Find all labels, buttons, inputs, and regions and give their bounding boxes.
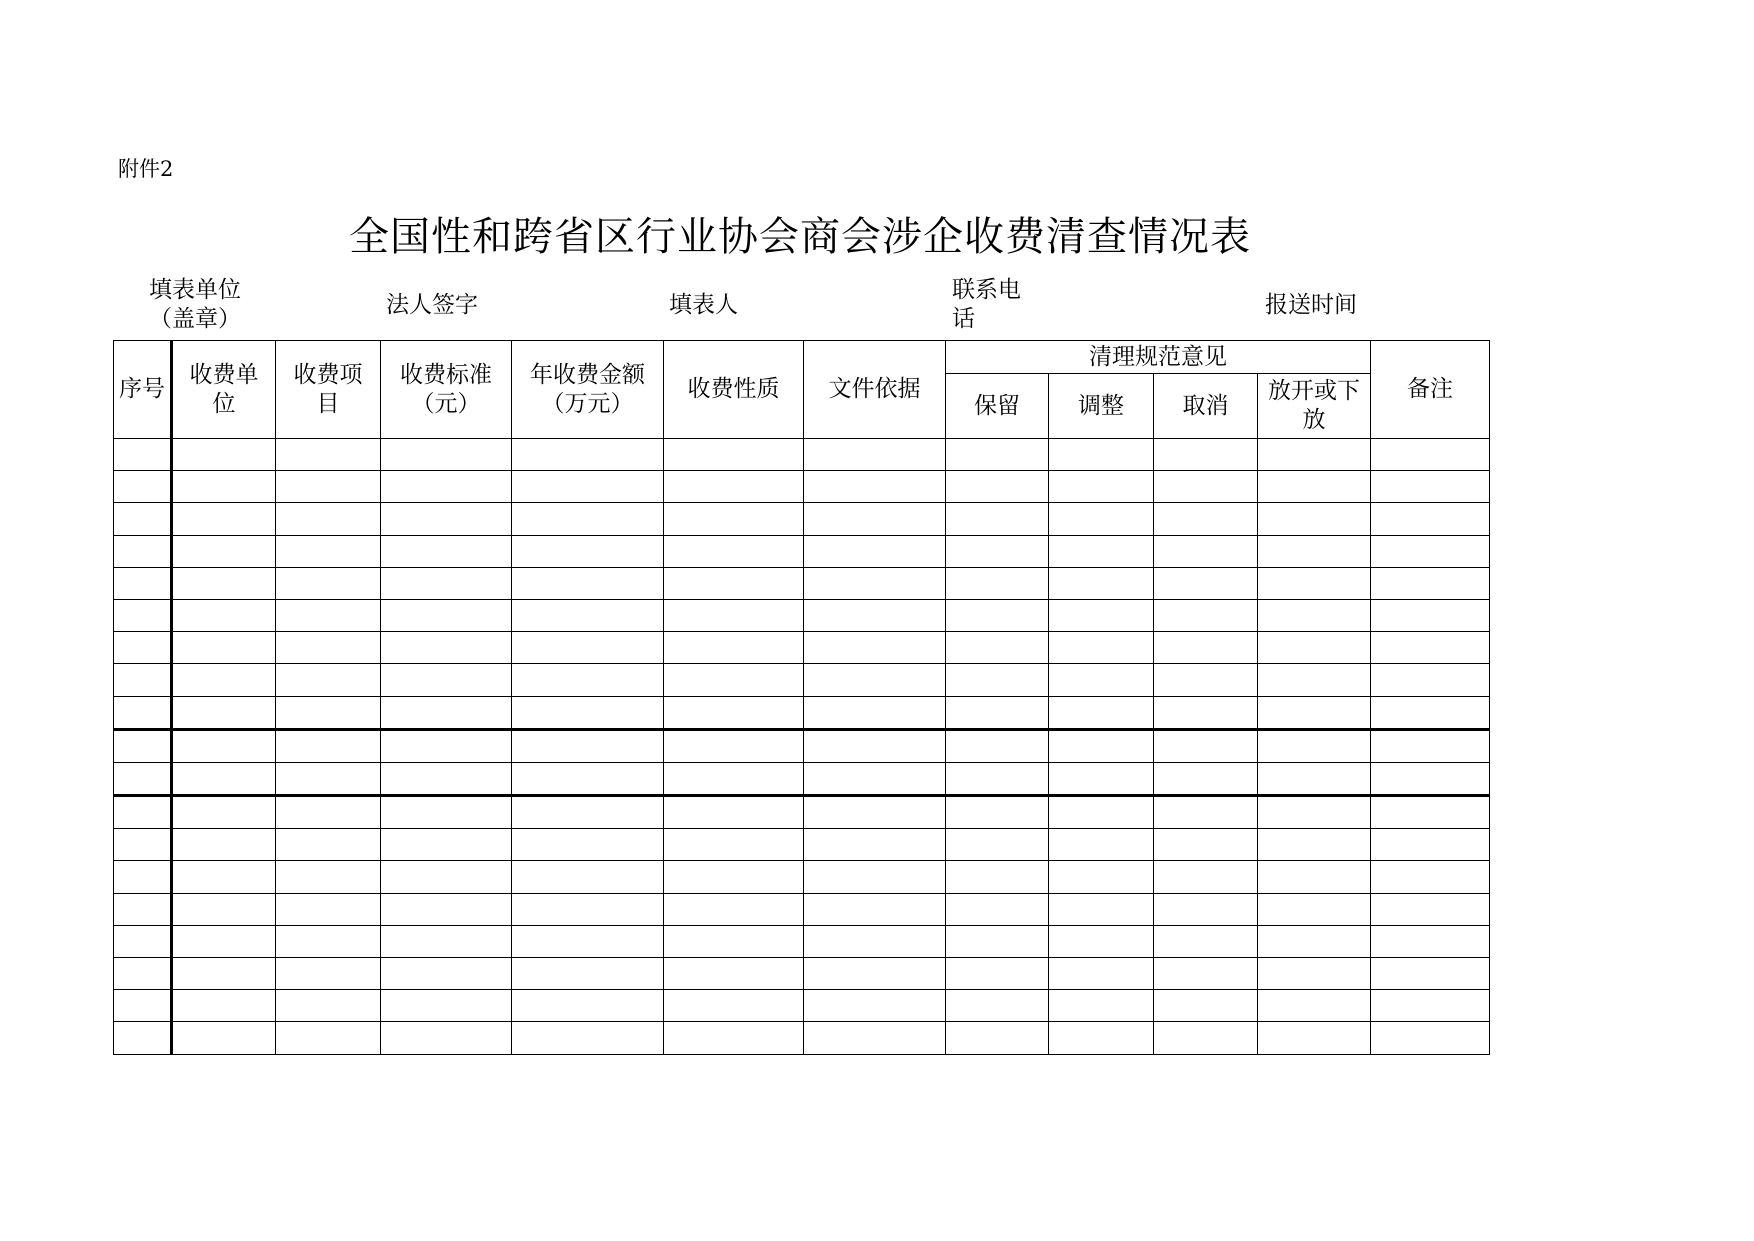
table-cell (172, 861, 276, 893)
table-cell (1371, 729, 1490, 762)
table-cell (1371, 762, 1490, 795)
table-cell (1049, 471, 1154, 503)
meta-submit-time: 报送时间 (1265, 292, 1357, 318)
col-header-fee-unit-line1: 收费单 (189, 361, 259, 388)
table-body (114, 439, 1490, 1055)
table-cell (946, 471, 1049, 503)
table-cell (1371, 439, 1490, 471)
col-header-fee-unit (172, 341, 276, 439)
table-cell (1371, 1022, 1490, 1054)
table-cell (1049, 925, 1154, 957)
table-cell (664, 829, 804, 861)
table-cell (1049, 632, 1154, 664)
table-cell (1371, 990, 1490, 1022)
table-cell (512, 861, 664, 893)
table-cell (664, 729, 804, 762)
table-row (114, 567, 1490, 599)
meta-filling-unit-line1: 填表单位 (149, 277, 241, 303)
col-header-opinion-group: 清理规范意见 (946, 341, 1371, 374)
table-cell (512, 796, 664, 829)
table-cell (1154, 925, 1258, 957)
table-cell (1258, 664, 1371, 696)
table-cell (276, 729, 381, 762)
table-cell (1049, 535, 1154, 567)
table-cell (1258, 729, 1371, 762)
table-cell (276, 958, 381, 990)
table-cell (381, 567, 512, 599)
table-cell (276, 796, 381, 829)
table-cell (1049, 729, 1154, 762)
table-cell (1258, 762, 1371, 795)
table-cell (804, 535, 946, 567)
table-cell (1154, 599, 1258, 631)
table-cell (114, 471, 172, 503)
table-cell (1258, 439, 1371, 471)
table-cell (664, 958, 804, 990)
table-cell (114, 829, 172, 861)
table-cell (1371, 599, 1490, 631)
table-cell (804, 471, 946, 503)
table-cell (804, 567, 946, 599)
table-row (114, 762, 1490, 795)
meta-filling-unit-line2: （盖章） (149, 306, 241, 332)
table-cell (381, 696, 512, 729)
table-row (114, 439, 1490, 471)
table-row (114, 925, 1490, 957)
table-cell (664, 664, 804, 696)
table-cell (1154, 471, 1258, 503)
table-cell (1258, 829, 1371, 861)
table-cell (804, 829, 946, 861)
table-cell (946, 762, 1049, 795)
table-cell (1154, 439, 1258, 471)
col-header-fee-item (276, 341, 381, 439)
col-header-annual-amount (512, 341, 664, 439)
table-cell (276, 925, 381, 957)
table-cell (1371, 893, 1490, 925)
table-cell (114, 925, 172, 957)
table-cell (946, 1022, 1049, 1054)
table-cell (664, 1022, 804, 1054)
table-cell (172, 990, 276, 1022)
table-cell (381, 893, 512, 925)
table-cell (114, 535, 172, 567)
table-cell (276, 439, 381, 471)
table-cell (946, 664, 1049, 696)
table-cell (172, 829, 276, 861)
table-cell (276, 664, 381, 696)
table-cell (381, 664, 512, 696)
table-cell (172, 729, 276, 762)
table-cell (664, 632, 804, 664)
table-cell (276, 535, 381, 567)
table-cell (172, 1022, 276, 1054)
table-row (114, 796, 1490, 829)
table-cell (1154, 696, 1258, 729)
col-header-remarks: 备注 (1371, 341, 1490, 439)
table-row (114, 990, 1490, 1022)
col-header-fee-standard-line1: 收费标准 (400, 361, 492, 388)
table-cell (946, 439, 1049, 471)
meta-phone (952, 276, 1032, 334)
table-cell (172, 893, 276, 925)
table-cell (946, 796, 1049, 829)
table-cell (114, 1022, 172, 1054)
table-cell (1258, 696, 1371, 729)
table-cell (1154, 829, 1258, 861)
table-cell (946, 925, 1049, 957)
table-cell (1258, 471, 1371, 503)
table-cell (1049, 599, 1154, 631)
table-cell (664, 535, 804, 567)
table-cell (381, 1022, 512, 1054)
table-cell (276, 829, 381, 861)
table-cell (276, 762, 381, 795)
table-cell (172, 471, 276, 503)
table-cell (664, 439, 804, 471)
col-header-release-line1: 放开或下 (1268, 378, 1360, 404)
table-cell (512, 535, 664, 567)
table-cell (172, 503, 276, 535)
table-cell (512, 439, 664, 471)
table-cell (381, 829, 512, 861)
table-cell (172, 696, 276, 729)
table-cell (114, 439, 172, 471)
table-cell (946, 567, 1049, 599)
fee-inventory-table (113, 340, 1490, 1055)
table-cell (1049, 796, 1154, 829)
table-row (114, 1022, 1490, 1054)
table-cell (276, 861, 381, 893)
table-cell (946, 729, 1049, 762)
table-cell (512, 664, 664, 696)
table-cell (1154, 1022, 1258, 1054)
table-cell (512, 599, 664, 631)
table-cell (1154, 893, 1258, 925)
table-row (114, 632, 1490, 664)
col-header-fee-item-line1: 收费项 (293, 361, 363, 388)
table-cell (172, 632, 276, 664)
table-cell (512, 829, 664, 861)
table-cell (664, 990, 804, 1022)
table-cell (381, 729, 512, 762)
table-cell (804, 990, 946, 1022)
table-row (114, 829, 1490, 861)
col-header-fee-item-line2: 目 (316, 390, 340, 417)
table-cell (381, 471, 512, 503)
table-cell (512, 925, 664, 957)
table-cell (381, 632, 512, 664)
table-cell (114, 796, 172, 829)
table-cell (172, 567, 276, 599)
col-header-annual-amount-line2: （万元） (541, 390, 634, 417)
table-cell (1154, 503, 1258, 535)
table-cell (1371, 632, 1490, 664)
table-cell (1049, 567, 1154, 599)
table-cell (664, 471, 804, 503)
table-cell (276, 696, 381, 729)
table-cell (664, 696, 804, 729)
table-cell (1258, 796, 1371, 829)
table-cell (804, 503, 946, 535)
col-header-fee-standard (381, 341, 512, 439)
table-cell (946, 990, 1049, 1022)
table-row (114, 729, 1490, 762)
col-header-fee-unit-line2: 位 (212, 390, 236, 417)
table-cell (114, 762, 172, 795)
table-cell (804, 696, 946, 729)
table-cell (1049, 696, 1154, 729)
table-cell (381, 861, 512, 893)
table-cell (1049, 861, 1154, 893)
table-cell (1049, 762, 1154, 795)
table-cell (276, 893, 381, 925)
table-cell (381, 925, 512, 957)
meta-filling-unit (140, 276, 250, 334)
table-cell (804, 958, 946, 990)
table-cell (114, 729, 172, 762)
table-cell (276, 503, 381, 535)
col-header-adjust: 调整 (1049, 374, 1154, 439)
table-cell (172, 762, 276, 795)
table-cell (172, 664, 276, 696)
table-cell (946, 861, 1049, 893)
col-header-fee-standard-line2: （元） (411, 390, 481, 417)
table-cell (1154, 632, 1258, 664)
table-cell (1258, 893, 1371, 925)
table-cell (512, 503, 664, 535)
table-cell (381, 990, 512, 1022)
table-cell (946, 893, 1049, 925)
attachment-label: 附件2 (118, 157, 174, 181)
table-cell (114, 861, 172, 893)
table-cell (1371, 696, 1490, 729)
table-cell (1049, 829, 1154, 861)
col-header-cancel: 取消 (1154, 374, 1258, 439)
table-cell (1154, 861, 1258, 893)
table-cell (664, 503, 804, 535)
table-row (114, 861, 1490, 893)
table-cell (1258, 861, 1371, 893)
meta-filler: 填表人 (669, 292, 738, 318)
table-cell (1049, 893, 1154, 925)
table-cell (946, 958, 1049, 990)
table-cell (114, 503, 172, 535)
table-cell (804, 1022, 946, 1054)
table-row (114, 958, 1490, 990)
table-cell (276, 1022, 381, 1054)
table-cell (804, 762, 946, 795)
table-cell (1049, 1022, 1154, 1054)
table-cell (946, 535, 1049, 567)
meta-legal-signature: 法人签字 (386, 292, 478, 318)
table-cell (512, 696, 664, 729)
table-cell (114, 990, 172, 1022)
table-cell (1258, 503, 1371, 535)
table-cell (1154, 567, 1258, 599)
table-cell (804, 893, 946, 925)
table-cell (381, 762, 512, 795)
table-cell (512, 632, 664, 664)
table-cell (1258, 925, 1371, 957)
table-cell (804, 861, 946, 893)
table-cell (946, 599, 1049, 631)
table-cell (276, 599, 381, 631)
table-cell (1154, 762, 1258, 795)
table-cell (172, 535, 276, 567)
table-cell (804, 632, 946, 664)
table-cell (1371, 471, 1490, 503)
header-row-1 (114, 341, 1490, 374)
table-cell (172, 439, 276, 471)
table-cell (946, 632, 1049, 664)
table-cell (804, 599, 946, 631)
table-cell (1371, 567, 1490, 599)
col-header-release (1258, 374, 1371, 439)
table-cell (804, 439, 946, 471)
table-cell (381, 439, 512, 471)
table-cell (804, 925, 946, 957)
table-cell (276, 471, 381, 503)
table-cell (512, 471, 664, 503)
table-cell (664, 762, 804, 795)
col-header-keep: 保留 (946, 374, 1049, 439)
table-cell (1049, 990, 1154, 1022)
table-cell (1371, 535, 1490, 567)
table-cell (172, 925, 276, 957)
table-cell (381, 958, 512, 990)
table-cell (1258, 990, 1371, 1022)
table-cell (664, 925, 804, 957)
table-cell (1371, 861, 1490, 893)
col-header-seq: 序号 (114, 341, 172, 439)
table-cell (512, 990, 664, 1022)
table-row (114, 696, 1490, 729)
table-cell (512, 958, 664, 990)
table-cell (114, 567, 172, 599)
col-header-document-basis: 文件依据 (804, 341, 946, 439)
table-cell (276, 567, 381, 599)
table-cell (1049, 439, 1154, 471)
table-cell (664, 893, 804, 925)
table-cell (114, 958, 172, 990)
table-cell (1154, 729, 1258, 762)
col-header-annual-amount-line1: 年收费金额 (530, 361, 645, 388)
table-cell (114, 664, 172, 696)
table-cell (172, 796, 276, 829)
table-cell (664, 861, 804, 893)
table-cell (1154, 535, 1258, 567)
table-cell (664, 567, 804, 599)
table-cell (381, 535, 512, 567)
table-cell (804, 796, 946, 829)
table-row (114, 893, 1490, 925)
col-header-release-line2: 放 (1302, 407, 1326, 433)
table-cell (1371, 503, 1490, 535)
table-cell (114, 893, 172, 925)
table-cell (1371, 958, 1490, 990)
table-row (114, 599, 1490, 631)
table-cell (172, 958, 276, 990)
table-cell (1371, 829, 1490, 861)
table-cell (804, 664, 946, 696)
table-cell (664, 796, 804, 829)
table-cell (946, 696, 1049, 729)
table-cell (381, 599, 512, 631)
meta-phone-line1: 联系电 (952, 277, 1021, 303)
table-cell (114, 696, 172, 729)
table-cell (381, 503, 512, 535)
table-cell (1258, 567, 1371, 599)
table-cell (1258, 632, 1371, 664)
table-cell (1371, 664, 1490, 696)
table-cell (276, 990, 381, 1022)
table-cell (1258, 1022, 1371, 1054)
table-cell (512, 1022, 664, 1054)
form-title: 全国性和跨省区行业协会商会涉企收费清查情况表 (349, 214, 1251, 260)
table-cell (1154, 958, 1258, 990)
table-cell (946, 503, 1049, 535)
table-cell (1049, 958, 1154, 990)
table-cell (1049, 503, 1154, 535)
table-cell (381, 796, 512, 829)
table-row (114, 664, 1490, 696)
table-cell (1154, 796, 1258, 829)
table-cell (1049, 664, 1154, 696)
table-cell (1258, 535, 1371, 567)
table-cell (946, 829, 1049, 861)
table-cell (276, 632, 381, 664)
table-cell (512, 729, 664, 762)
table-cell (114, 599, 172, 631)
table-cell (1371, 796, 1490, 829)
table-cell (512, 762, 664, 795)
table-row (114, 471, 1490, 503)
meta-phone-line2: 话 (952, 306, 975, 332)
table-row (114, 503, 1490, 535)
table-cell (512, 567, 664, 599)
table-row (114, 535, 1490, 567)
col-header-fee-nature: 收费性质 (664, 341, 804, 439)
table-cell (804, 729, 946, 762)
table-cell (1154, 664, 1258, 696)
table-cell (1371, 925, 1490, 957)
table-cell (114, 632, 172, 664)
table-cell (664, 599, 804, 631)
table-cell (1258, 599, 1371, 631)
table-cell (172, 599, 276, 631)
table-cell (1154, 990, 1258, 1022)
table-cell (1258, 958, 1371, 990)
table-cell (512, 893, 664, 925)
